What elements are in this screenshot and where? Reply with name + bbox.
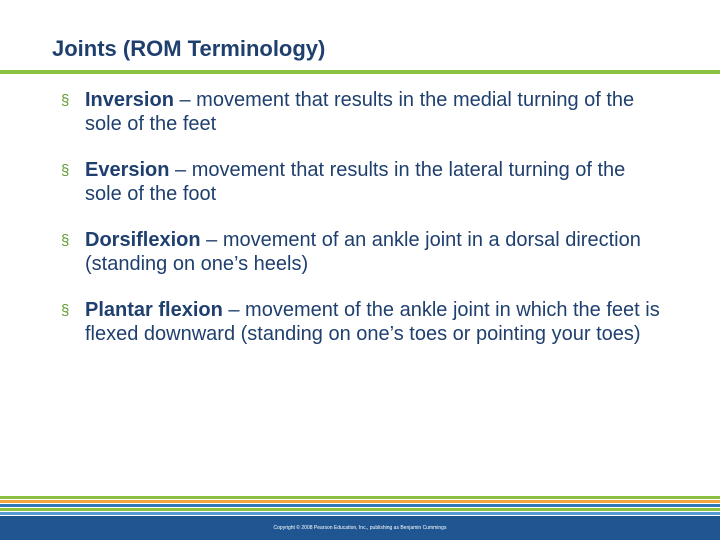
bullet-term: Plantar flexion xyxy=(85,299,223,321)
decorative-stripe xyxy=(0,500,720,503)
footer-copyright: Copyright © 2008 Pearson Education, Inc., publishing as Benjamin Cummings xyxy=(273,525,447,531)
decorative-stripe xyxy=(0,512,720,515)
decorative-stripe xyxy=(0,496,720,499)
bullet-text: – movement of the ankle joint in which the feet is flexed downward (standing on one’s toes or pointing your toes) xyxy=(85,299,660,345)
bullet-text: – movement of an ankle joint in a dorsal direction (standing on one’s heels) xyxy=(85,229,641,275)
title-underline xyxy=(0,70,720,74)
section-sign-bullet-icon: § xyxy=(61,92,70,109)
decorative-stripe xyxy=(0,508,720,511)
decorative-stripe-band xyxy=(0,496,720,516)
decorative-stripe xyxy=(0,504,720,507)
section-sign-bullet-icon: § xyxy=(61,302,70,319)
bullet-term: Dorsiflexion xyxy=(85,229,201,251)
bullet-item-eversion xyxy=(61,158,661,206)
bullet-term: Inversion xyxy=(85,89,174,111)
section-sign-bullet-icon: § xyxy=(61,162,70,179)
slide-title: Joints (ROM Terminology) xyxy=(52,36,326,61)
bullet-list xyxy=(61,88,661,368)
section-sign-bullet-icon: § xyxy=(61,232,70,249)
bullet-term: Eversion xyxy=(85,159,170,181)
bullet-item-plantar-flexion xyxy=(61,298,661,346)
bullet-text: – movement that results in the medial turning of the sole of the feet xyxy=(85,89,635,135)
bullet-item-dorsiflexion xyxy=(61,228,661,276)
bullet-text: – movement that results in the lateral turning of the sole of the foot xyxy=(85,159,626,205)
bullet-item-inversion xyxy=(61,88,661,136)
